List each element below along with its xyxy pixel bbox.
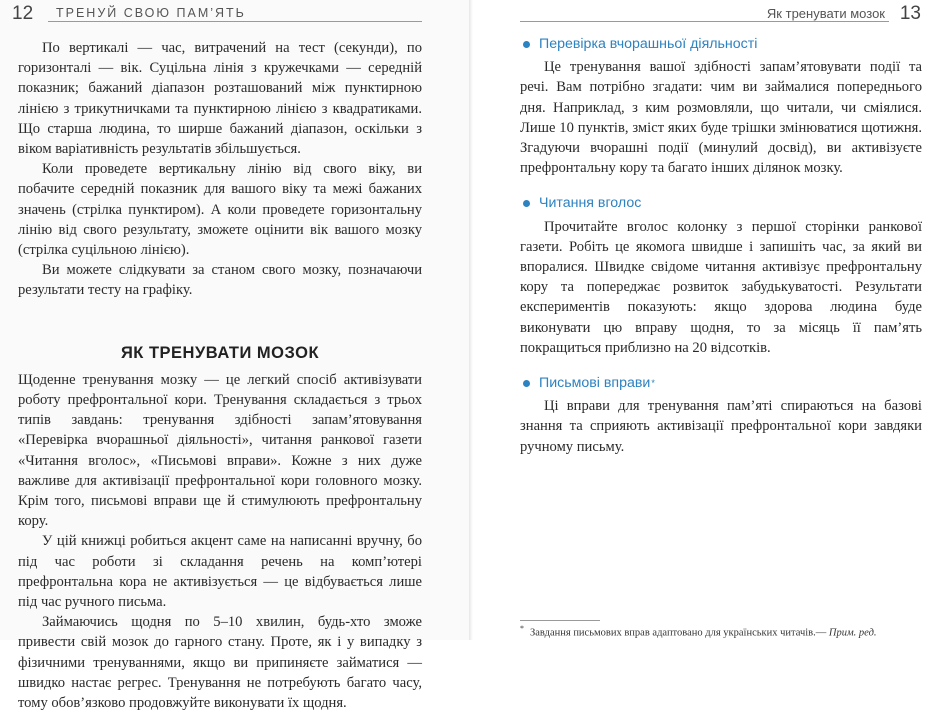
exercise-text-writing: Ці вправи для тренування пам’яті спираються на базові знання та сприяють активізації префронтальної кори завдяки ручному письму. [520, 398, 922, 455]
left-header-rule [48, 21, 422, 22]
intro-paragraph-3: Ви можете слідкувати за станом свого мозку, позначаючи результати тесту на графіку. [18, 262, 422, 299]
exercise-title-text: Перевірка вчорашньої діяльності [539, 36, 758, 52]
section-paragraph-2: У цій книжці робиться акцент саме на написанні вручну, бо під час роботи зі складання речень на комп’ютері префронтальна кора не активізується — це відбувається лише під час ручного письма. [18, 533, 422, 611]
left-text-column [18, 38, 422, 713]
exercise-title-text: Письмові вправи [539, 375, 651, 392]
right-running-head [520, 0, 923, 26]
footnote-mark: * [520, 624, 524, 633]
footnote-attribution: Прим. ред. [828, 627, 877, 639]
exercise-text-reading: Прочитайте вголос колонку з першої сторінки ранкової газети. Робіть це якомога швидше і запишіть час, за який ви впоралися. Швидке свідоме читання активізує префронтальну кору та попереджає розвиток забудькуватості. Результати експериментів показують: якщо здорова людина буде виконувати цю вправу щодня, то за місяць її пам’ять покращиться приблизно на 20 відсотків. [520, 218, 922, 356]
bullet-icon [523, 41, 530, 48]
bullet-icon [523, 380, 530, 387]
footnote [520, 624, 920, 639]
exercise-block-reading [520, 193, 922, 358]
intro-paragraph-1: По вертикалі — час, витрачений на тест (секунди), по горизонталі — вік. Суцільна лінія з кружечками — середній показник; бажаний діапазон розташований між пунктирною лінією з трикутничками та пунктирною лінією з квадратиками. Що старша людина, то ширше бажаний діапазон, оскільки з віком варіативність результатів збільшується. [18, 40, 422, 158]
bullet-icon [523, 200, 530, 207]
right-page-number: 13 [899, 3, 921, 24]
exercise-block-writing [520, 373, 922, 457]
left-running-title: ТРЕНУЙ СВОЮ ПАМ’ЯТЬ [56, 6, 246, 20]
footnote-text: Завдання письмових вправ адаптовано для українських читачів.— [530, 627, 827, 639]
book-spine [469, 0, 473, 640]
intro-paragraph-2: Коли проведете вертикальну лінію від свого віку, ви побачите середній показник для вашого віку та межі бажаних значень (стрілка пунктиром). А коли проведете горизонтальну лінію від свого результату, зможете оцінити вік вашого мозку (стрілка суцільною лінією). [18, 161, 422, 259]
left-page-number: 12 [12, 3, 34, 24]
footnote-rule [520, 620, 600, 621]
right-text-column [520, 34, 922, 472]
exercise-title-reading [520, 193, 922, 213]
left-running-head [0, 0, 422, 26]
section-paragraph-1: Щоденне тренування мозку — це легкий спосіб активізувати роботу префронтальної кори. Тренування складається з трьох типів завдань: тренування здібності запам’ятовування «Перевірка вчорашньої діяльності», читання ранкової газети «Читання вголос», «Письмові вправи». Кожне з них дуже важливе для активізації префронтальної кори головного мозку. Крім того, письмові вправи ще й стимулюють префронтальну кору. [18, 371, 422, 530]
exercise-title-writing [520, 373, 922, 393]
exercise-block-yesterday [520, 34, 922, 178]
exercise-title-yesterday [520, 34, 922, 54]
section-heading: ЯК ТРЕНУВАТИ МОЗОК [120, 343, 320, 362]
exercise-title-text: Читання вголос [539, 195, 642, 212]
exercise-text-yesterday: Це тренування вашої здібності запам’ятовувати події та речі. Вам потрібно згадати: чим ви займалися попереднього дня. Наприклад, з ким розмовляли, що читали, чи сміялися. Лише 10 пунктів, зміст яких буде трішки змінюватися щотижня. Згадуючи вчорашні події (минулий досвід), ви активізуєте префронтальну кору та багато інших ділянок мозку. [520, 59, 922, 177]
right-header-rule [520, 21, 889, 22]
section-paragraph-3: Займаючись щодня по 5–10 хвилин, будь-хто зможе привести свій мозок до гарного стану. Проте, як і у випадку з фізичними тренуваннями, якщо ви припиняєте займатися — швидко настає регрес. Тренування не потребують багато часу, тому обов’язково продовжуйте виконувати їх щодня. [18, 614, 422, 712]
footnote-mark: * [651, 378, 655, 389]
right-running-title: Як тренувати мозок [766, 6, 885, 21]
